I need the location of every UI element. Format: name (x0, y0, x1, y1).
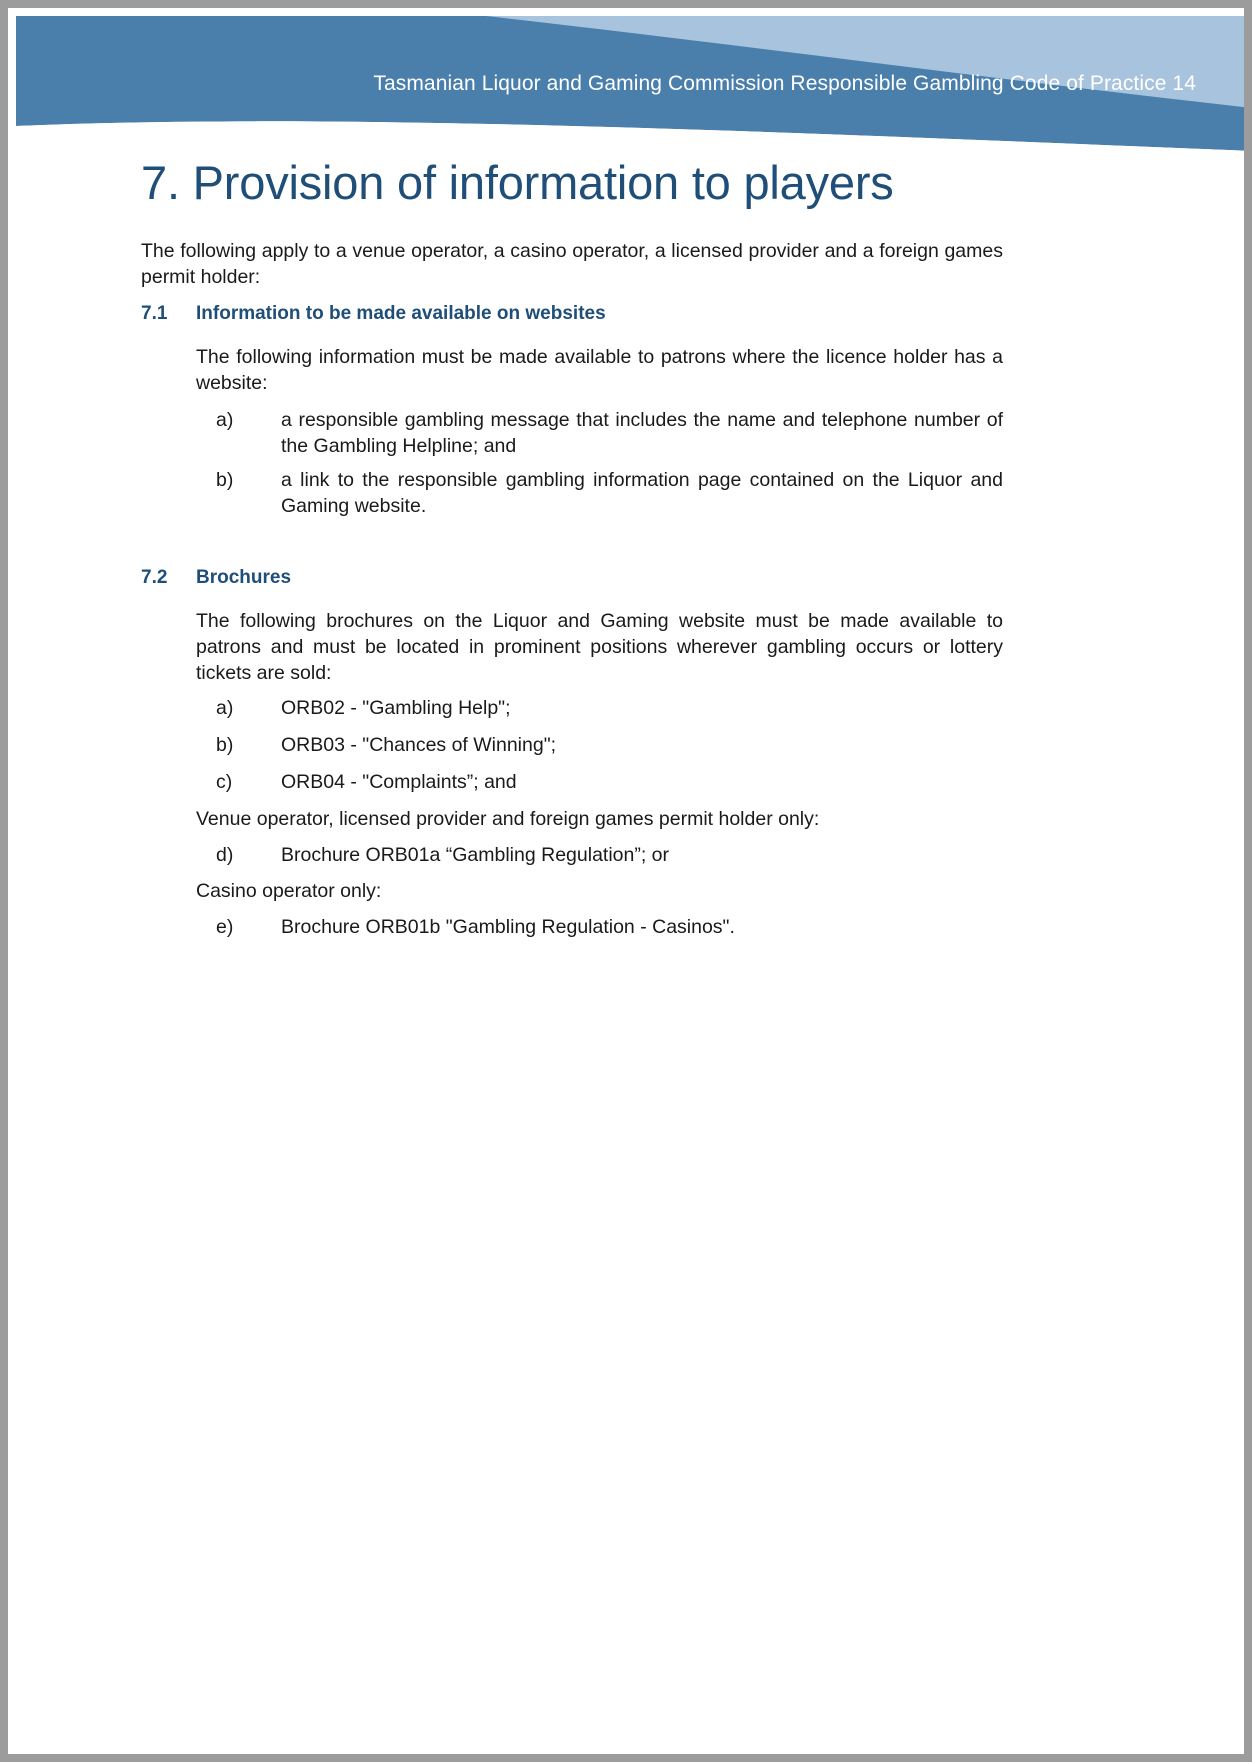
list-marker: b) (216, 469, 234, 491)
list-item (216, 695, 916, 721)
section-7-2-body: The following brochures on the Liquor and Gaming website must be made available to patrons and must be located in prominent positions wherever gambling occurs or lottery tickets are sold: (196, 610, 1003, 684)
page-title: 7. Provision of information to players (141, 156, 894, 209)
list-item-text: Brochure ORB01b "Gambling Regulation - Casinos". (281, 916, 735, 938)
intro-paragraph: The following apply to a venue operator, a casino operator, a licensed provider and a foreign games permit holder: (141, 240, 1003, 288)
list-item (216, 842, 916, 868)
list-item-text: ORB02 - "Gambling Help"; (281, 697, 511, 719)
list-marker: a) (216, 409, 234, 431)
list-marker: c) (216, 771, 233, 793)
list-item-text: a responsible gambling message that includes the name and telephone number of the Gambling Helpline; and (281, 409, 1003, 457)
page-sheet (16, 16, 1252, 1762)
list-item-text: a link to the responsible gambling information page contained on the Liquor and Gaming website. (281, 469, 1003, 517)
page-header-banner (16, 16, 1252, 151)
casino-operator-note: Casino operator only: (196, 880, 382, 902)
list-item (216, 467, 1003, 519)
list-item-text: Brochure ORB01a “Gambling Regulation”; or (281, 844, 670, 866)
venue-operator-note: Venue operator, licensed provider and foreign games permit holder only: (196, 808, 820, 830)
section-heading-7-1: Information to be made available on websites (196, 303, 606, 324)
header-title: Tasmanian Liquor and Gaming Commission Responsible Gambling Code of Practice 14 (373, 72, 1196, 95)
section-number-7-1: 7.1 (141, 303, 168, 324)
list-marker: a) (216, 697, 234, 719)
list-item (216, 914, 916, 940)
list-item-text: ORB04 - "Complaints”; and (281, 771, 517, 793)
section-7-1-body: The following information must be made available to patrons where the licence holder has a website: (196, 346, 1003, 394)
section-heading-7-2: Brochures (196, 567, 292, 588)
section-number-7-2: 7.2 (141, 567, 168, 588)
list-item (216, 769, 916, 795)
list-marker: e) (216, 916, 234, 938)
list-item (216, 407, 1003, 459)
list-marker: d) (216, 844, 234, 866)
list-item (216, 732, 916, 758)
list-marker: b) (216, 734, 234, 756)
list-item-text: ORB03 - "Chances of Winning"; (281, 734, 557, 756)
